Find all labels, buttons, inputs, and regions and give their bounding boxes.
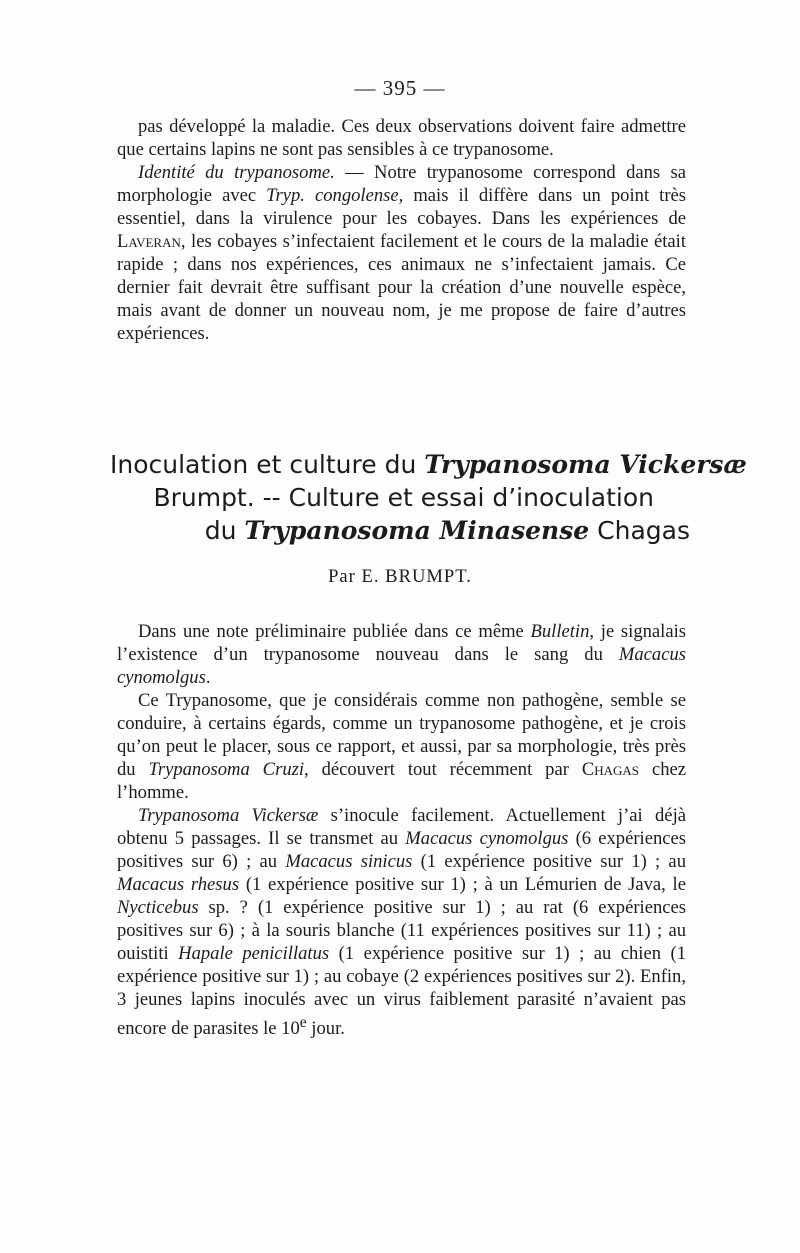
intro-section xyxy=(117,115,686,345)
body-paragraph-2: Ce Trypanosome, que je considérais comme non pathogène, semble se conduire, à certains égards, comme un trypanosome pathogène, et je crois qu’on peut le placer, sous ce rapport, et aussi, par sa morphologie, très près du Trypanosoma Cruzi, découvert tout récemment par Chagas chez l’homme. xyxy=(117,690,687,803)
intro-paragraph-1: pas développé la maladie. Ces deux observations doivent faire admettre que certains lapins ne sont pas sensibles à ce trypanosome. xyxy=(117,116,686,160)
body-paragraph-3: Trypanosoma Vickersæ s’inocule facilement. Actuellement j’ai déjà obtenu 5 passages. Il se transmet au Macacus cynomolgus (6 expériences positives sur 6) ; au Macacus sinicus (1 expérience positive sur 1) ; au Macacus rhesus (1 expérience positive sur 1) ; à un Lémurien de Java, le Nycticebus sp. ? (1 expérience positive sur 1) ; au rat (6 expériences positives sur 6) ; à la souris blanche (11 expériences positives sur 11) ; au ouistiti Hapale penicillatus (1 expérience positive sur 1) ; au chien (1 expérience positive sur 1) ; au cobaye (2 expériences positives sur 2). Enfin, 3 jeunes lapins inoculés avec un virus faiblement parasité n’avaient pas encore de parasites le 10e jour. xyxy=(117,805,686,1040)
species-name: Macacus rhesus xyxy=(117,874,240,895)
species-name: Macacus cynomolgus xyxy=(405,828,569,849)
species-name: Tryp. congolense xyxy=(266,185,399,206)
body-paragraph-1: Dans une note préliminaire publiée dans ce même Bulletin, je signalais l’existence d’un trypanosome nouveau dans le sang du Macacus cynomolgus. xyxy=(117,621,687,688)
page-number: — 395 — xyxy=(354,76,446,100)
title-line-1: Inoculation et culture du Trypanosoma Vickersæ xyxy=(110,450,747,479)
title-line-2: Brumpt. -- Culture et essai d’inoculation xyxy=(153,483,654,512)
article-author: Par E. BRUMPT. xyxy=(328,566,472,587)
author-name: Laveran xyxy=(117,231,181,252)
author-name: Chagas xyxy=(581,759,640,780)
intro-paragraph-2: Identité du trypanosome. — Notre trypanosome correspond dans sa morphologie avec Tryp. congolense, mais il diffère dans un point très essentiel, dans la virulence pour les cobayes. Dans les expériences de Laveran, les cobayes s’infectaient facilement et le cours de la maladie était rapide ; dans nos expériences, ces animaux ne s’infectaient jamais. Ce dernier fait devrait être suffisant pour la création d’une nouvelle espèce, mais avant de donner un nouveau nom, je me propose de faire d’autres expériences. xyxy=(117,162,687,344)
section-heading-identite: Identité du trypanosome. xyxy=(138,162,335,183)
species-name: Macacus cynomolgus xyxy=(117,644,686,688)
article-title xyxy=(110,448,747,547)
species-name: Nycticebus xyxy=(117,897,199,918)
species-name: Trypanosoma Vickersæ xyxy=(138,805,319,826)
species-name: Hapale penicillatus xyxy=(178,943,330,964)
species-name: Trypanosoma Cruzi xyxy=(148,759,305,780)
species-name: Macacus sinicus xyxy=(285,851,413,872)
article-body xyxy=(117,620,686,1040)
title-line-3: du Trypanosoma Minasense Chagas xyxy=(204,516,690,545)
